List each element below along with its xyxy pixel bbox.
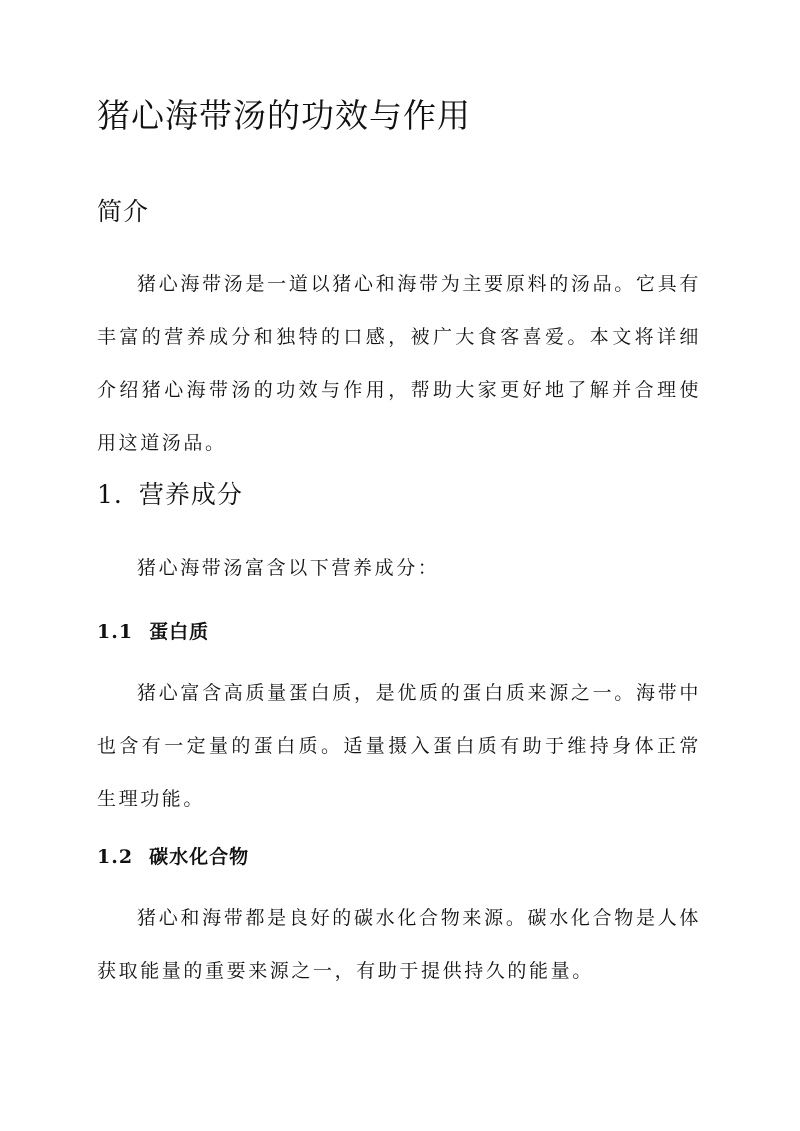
subsection-1-1-title: 蛋白质 [149, 621, 210, 643]
section-1-heading [97, 478, 243, 512]
section-1-title: 营养成分 [138, 480, 243, 509]
subsection-1-2-paragraph: 猪心和海带都是良好的碳水化合物来源。碳水化合物是人体获取能量的重要来源之一，有助于提供持久的能量。 [97, 907, 701, 982]
subsection-1-1-paragraph: 猪心富含高质量蛋白质，是优质的蛋白质来源之一。海带中也含有一定量的蛋白质。适量摄入蛋白质有助于维持身体正常生理功能。 [97, 682, 701, 810]
intro-paragraph: 猪心海带汤是一道以猪心和海带为主要原料的汤品。它具有丰富的营养成分和独特的口感，被广大食客喜爱。本文将详细介绍猪心海带汤的功效与作用，帮助大家更好地了解并合理使用这道汤品。 [97, 273, 701, 454]
subsection-1-2-heading [97, 844, 249, 870]
subsection-1-2-title: 碳水化合物 [149, 846, 250, 868]
section-1-lead: 猪心海带汤富含以下营养成分： [137, 557, 440, 579]
subsection-1-1-number: 1.1 [97, 621, 134, 643]
document-title: 猪心海带汤的功效与作用 [97, 96, 471, 135]
intro-heading: 简介 [97, 197, 150, 226]
section-1-number: 1. [97, 480, 123, 509]
subsection-1-1-heading [97, 619, 209, 645]
subsection-1-2-number: 1.2 [97, 846, 134, 868]
